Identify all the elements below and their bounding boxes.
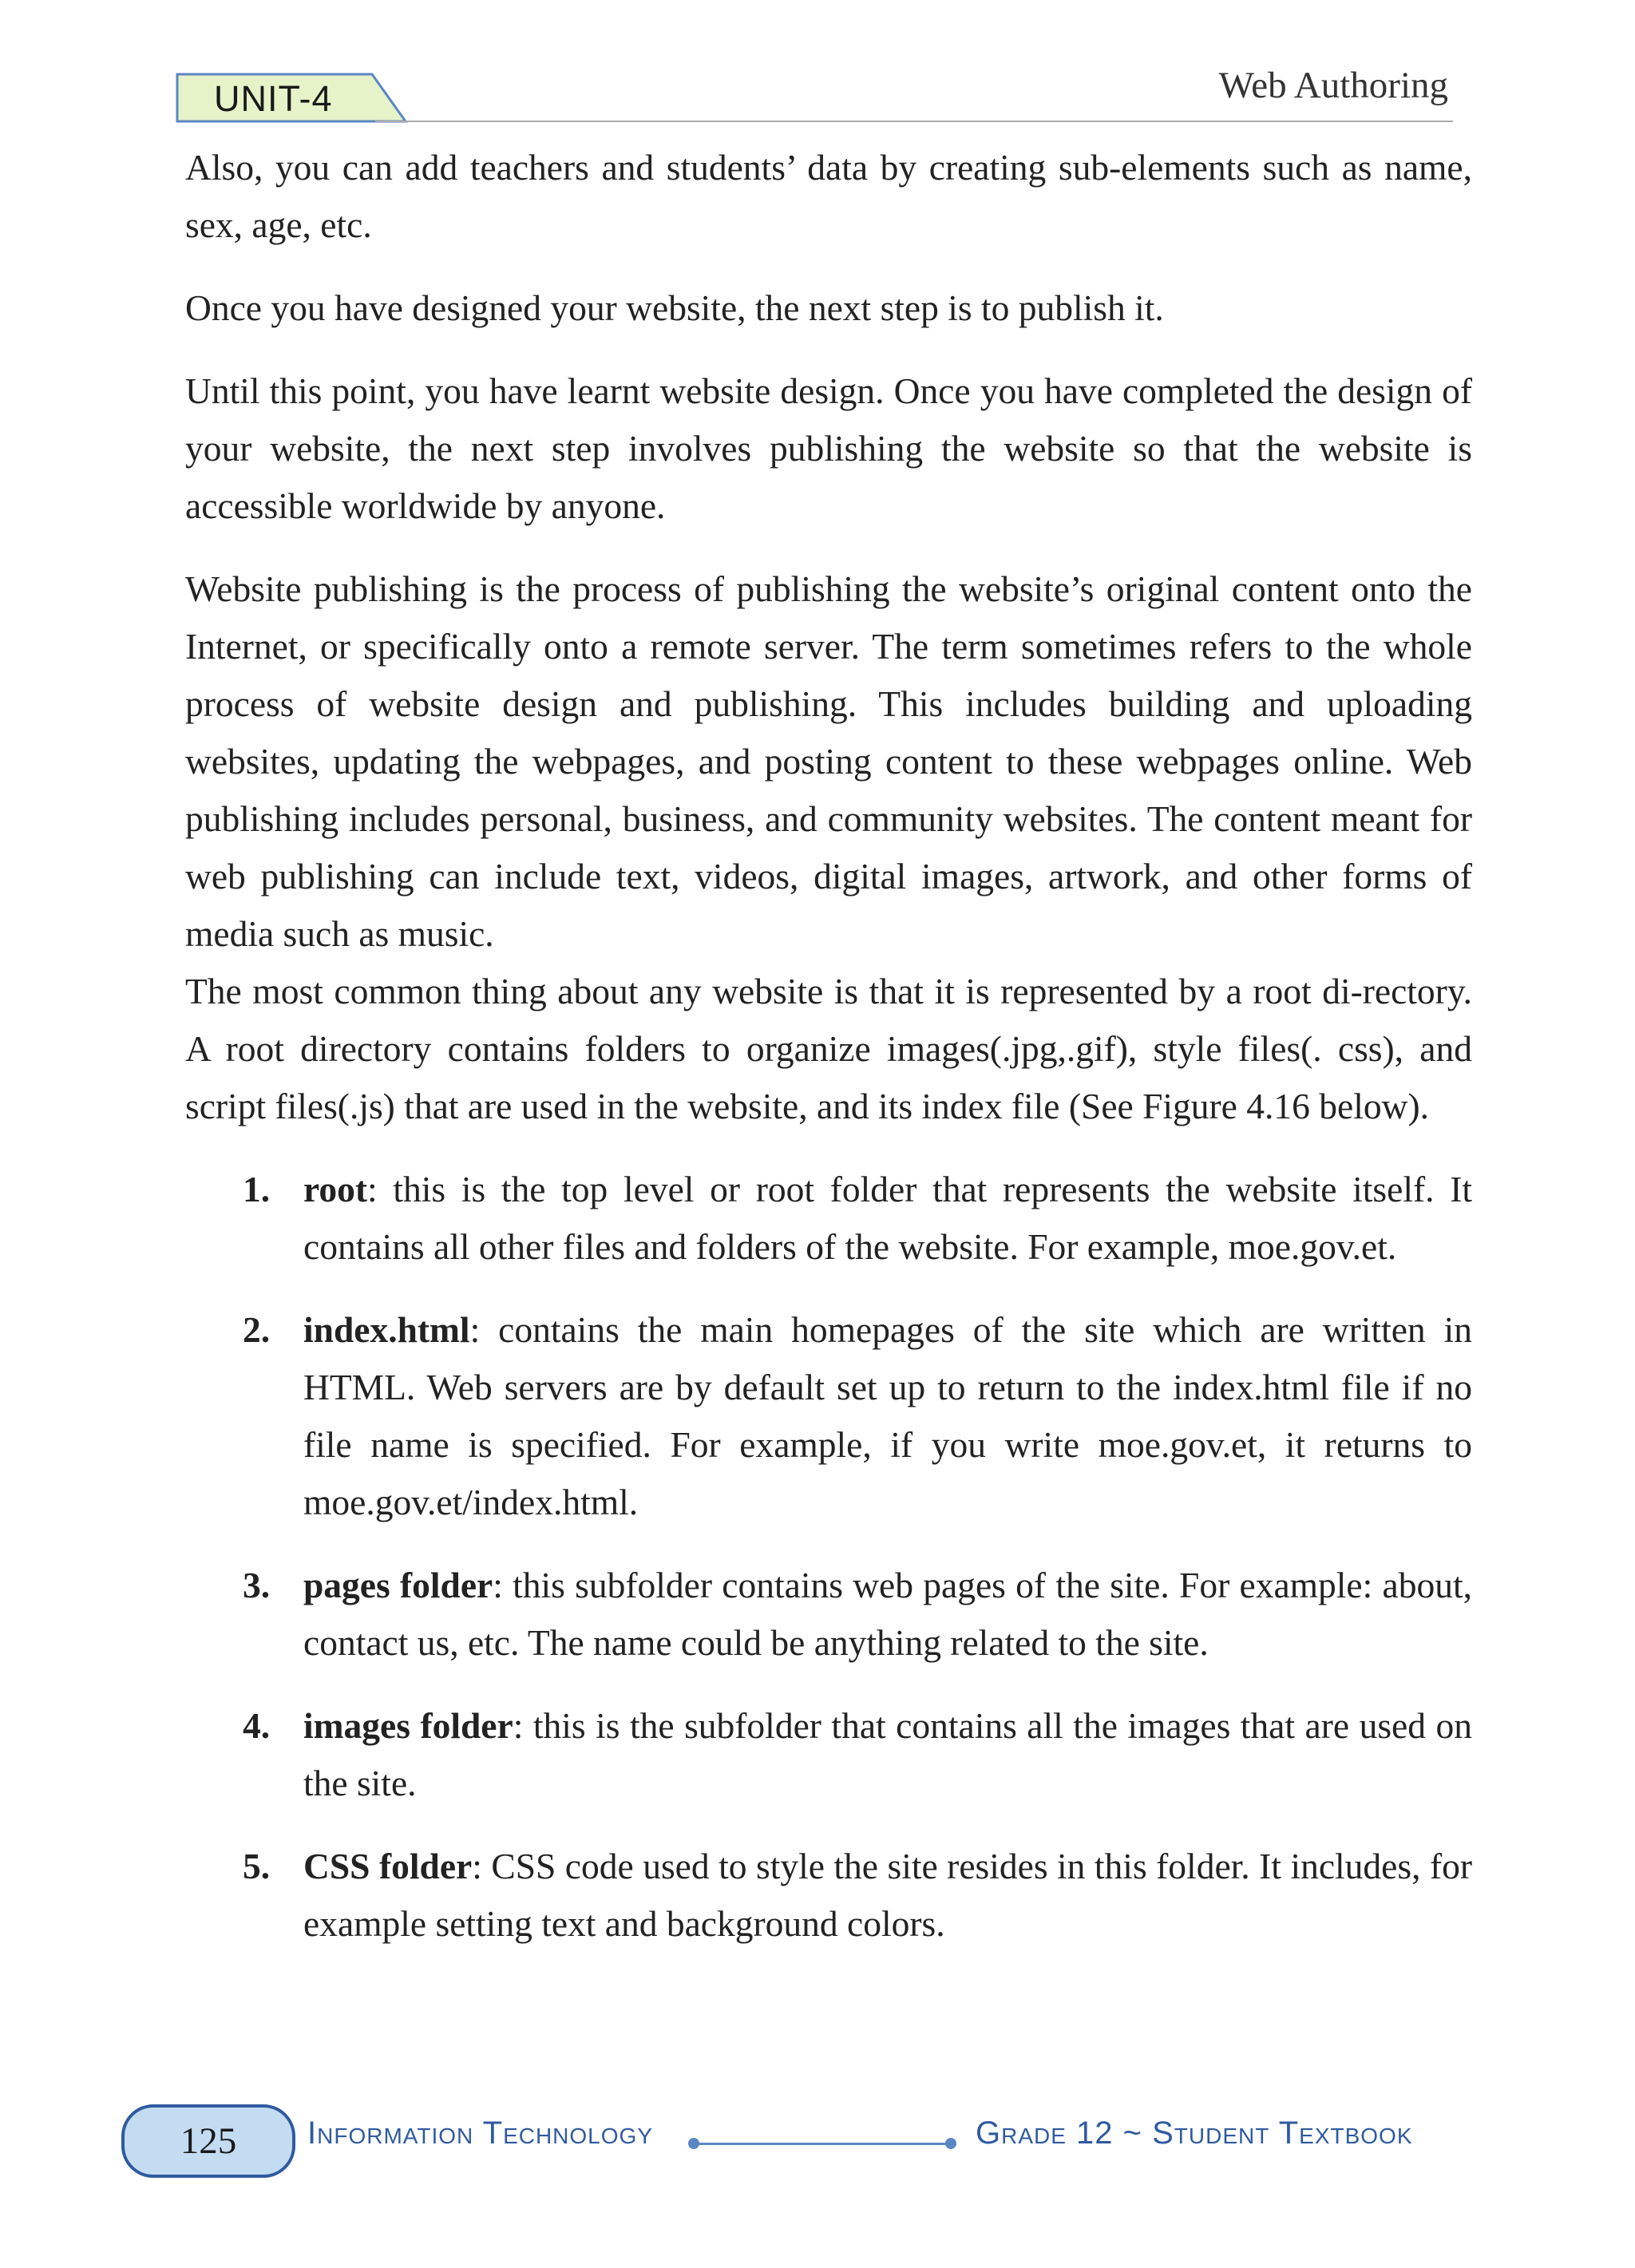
footer-divider-line [693, 2143, 956, 2145]
list-number: 4. [243, 1705, 271, 1746]
paragraph: Website publishing is the process of publishing the website’s original content onto the Internet, or specifically onto a remote server. The term sometimes refers to the whole process of website design and publishing. This includes building and uploading websites, updating the webpages, and posting content to these webpages online. Web publishing includes personal, business, and community websites. The content meant for web publishing can include text, videos, digital images, artwork, and other forms of media such as music. [185, 568, 1472, 954]
chapter-title: Web Authoring [1218, 65, 1448, 106]
footer-dot-right [945, 2138, 956, 2149]
unit-tab [0, 0, 447, 136]
list-number: 3. [243, 1565, 271, 1605]
page-number: 125 [180, 2120, 237, 2162]
list-text: : this is the top level or root folder that represents the website itself. It contains all other files and folders of the website. For example, moe.gov.et. [303, 1169, 1472, 1267]
list-number: 2. [243, 1309, 271, 1350]
footer-grade: Grade 12 ~ Student Textbook [976, 2116, 1413, 2151]
list-text: : contains the main homepages of the site which are written in HTML. Web servers are by default set up to return to the index.html file if no file name is specified. For example, if you write moe.gov.et, it returns to moe.gov.et/index.html. [303, 1309, 1472, 1522]
list-term: pages folder [303, 1565, 493, 1605]
list-item [185, 1161, 1472, 1276]
list-term: index.html [303, 1309, 470, 1350]
footer-subject: Information Technology [307, 2116, 653, 2151]
header-divider [375, 121, 1453, 122]
paragraph: Also, you can add teachers and students’ data by creating sub-elements such as name, sex, age, etc. [185, 147, 1472, 245]
list-number: 5. [243, 1846, 271, 1886]
list-text: : this is the subfolder that contains all the images that are used on the site. [303, 1705, 1472, 1803]
folder-structure-list [185, 1161, 1472, 1953]
list-term: images folder [303, 1705, 513, 1746]
page-body [185, 139, 1472, 1978]
paragraph: Until this point, you have learnt website design. Once you have completed the design of your website, the next step involves publishing the website so that the website is accessible worldwide by anyone. [185, 370, 1472, 526]
list-text: : CSS code used to style the site resides in this folder. It includes, for example setting text and background colors. [303, 1846, 1472, 1944]
list-item [185, 1697, 1472, 1812]
list-item [185, 1301, 1472, 1531]
list-term: CSS folder [303, 1846, 473, 1886]
list-text: : this subfolder contains web pages of the site. For example: about, contact us, etc. The name could be anything related to the site. [303, 1565, 1473, 1663]
unit-label: UNIT-4 [214, 78, 333, 119]
list-item [185, 1557, 1472, 1672]
page-number-badge [121, 2104, 295, 2178]
list-item [185, 1838, 1472, 1953]
paragraph: Once you have designed your website, the next step is to publish it. [185, 287, 1164, 328]
list-number: 1. [243, 1169, 271, 1209]
paragraph: The most common thing about any website is that it is represented by a root di-rectory. A root directory contains folders to organize images(.jpg,.gif), style files(. css), and script files(.js) that are used in the website, and its index file (See Figure 4.16 below). [185, 971, 1472, 1126]
list-term: root [303, 1169, 368, 1209]
